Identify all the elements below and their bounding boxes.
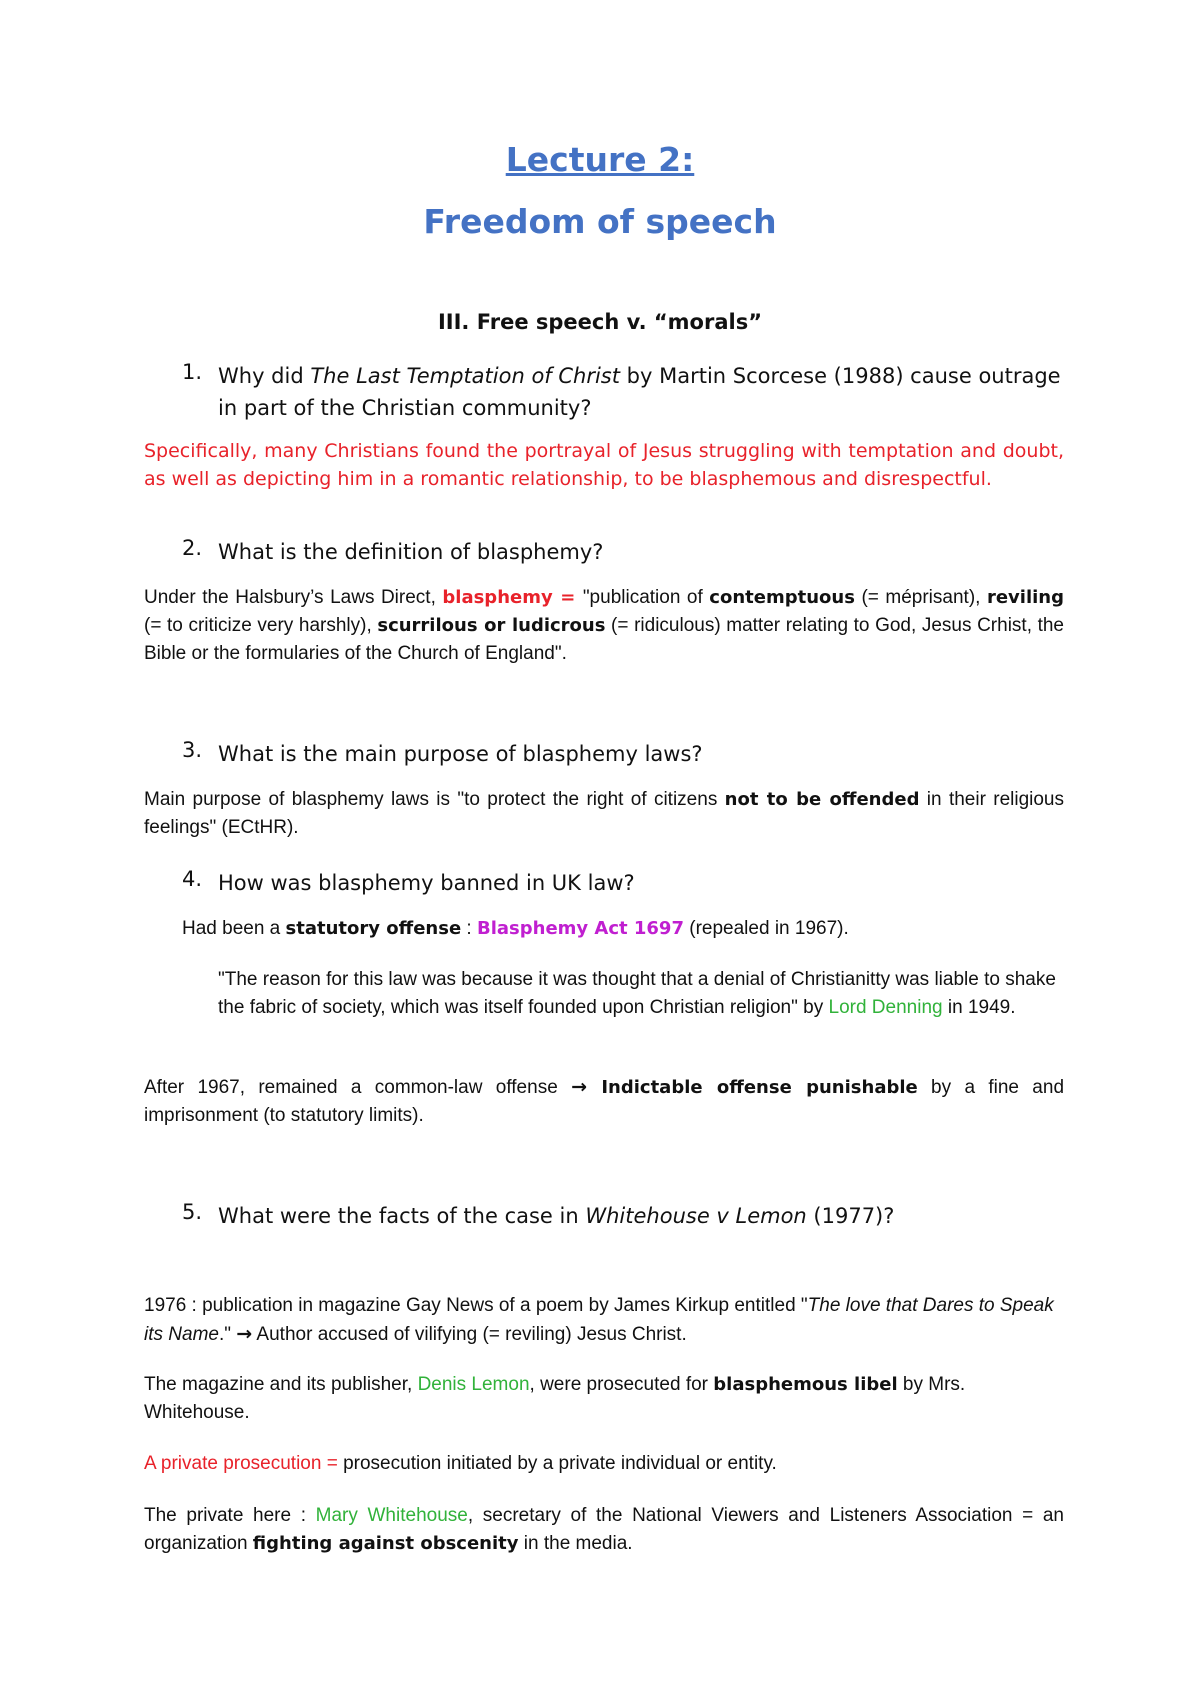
mary-whitehouse: Mary Whitehouse [315,1505,468,1526]
lecture-title: Lecture 2: [505,140,695,179]
arrow-right-icon: → [236,1323,253,1345]
answer-5-whitehouse: The private here : Mary Whitehouse, secretary of the National Viewers and Listeners Association = an organization fighting against obscenity in the media. [144,1505,1064,1554]
question-text: What were the facts of the case in Whitehouse v Lemon (1977)? [218,1204,895,1228]
case-name: Whitehouse v Lemon [585,1204,807,1228]
answer-3: Main purpose of blasphemy laws is "to protect the right of citizens not to be offended in their religious feelings" (ECtHR). [144,789,1065,838]
question-text: Why did The Last Temptation of Christ by Martin Scorcese (1988) cause outrage in part of the Christian community? [218,364,1061,420]
film-title: The Last Temptation of Christ [310,364,620,388]
arrow-right-icon: → [571,1076,588,1098]
answer-5-private-prosecution: A private prosecution = prosecution initiated by a private individual or entity. [144,1453,777,1474]
question-text: How was blasphemy banned in UK law? [218,871,635,895]
denis-lemon: Denis Lemon [417,1374,530,1395]
question-text: What is the main purpose of blasphemy laws? [218,742,703,766]
lord-denning: Lord Denning [828,997,943,1018]
answer-1: Specifically, many Christians found the portrayal of Jesus struggling with temptation and doubt, as well as depicting him in a romantic relationship, to be blasphemous and disrespectful. [144,440,1064,490]
answer-5-prosecution: The magazine and its publisher, Denis Lemon, were prosecuted for blasphemous libel by Mrs. Whitehouse. [144,1374,966,1423]
section-heading: III. Free speech v. “morals” [437,310,762,334]
question-number: 5. [182,1200,203,1224]
question-number: 3. [182,738,203,762]
answer-5-publication: 1976 : publication in magazine Gay News of a poem by James Kirkup entitled "The love that Dares to Speak its Name." → Author accused of vilifying (= reviling) Jesus Christ. [144,1295,1054,1345]
answer-2: Under the Halsbury’s Laws Direct, blasphemy = "publication of contemptuous (= méprisant), reviling (= to criticize very harshly), scurrilous or ludicrous (= ridiculous) matter relating to God, Jesus Crhist, the Bible or the formularies of the Church of England". [144,587,1064,664]
question-number: 2. [182,536,203,560]
lecture-subtitle: Freedom of speech [423,202,777,241]
term-blasphemy: blasphemy = [442,587,583,608]
answer-4-statute: Had been a statutory offense : Blasphemy Act 1697 (repealed in 1967). [182,918,849,939]
answer-4-after: After 1967, remained a common-law offense → Indictable offense punishable by a fine and imprisonment (to statutory limits). [144,1076,1065,1126]
question-number: 1. [182,360,203,384]
question-text: What is the definition of blasphemy? [218,540,604,564]
question-number: 4. [182,867,203,891]
blasphemy-act: Blasphemy Act 1697 [477,918,684,939]
denning-quote: "The reason for this law was because it was thought that a denial of Christianitty was liable to shake the fabric of society, which was itself founded upon Christian religion" by Lord Denning in 1949. [218,969,1056,1018]
